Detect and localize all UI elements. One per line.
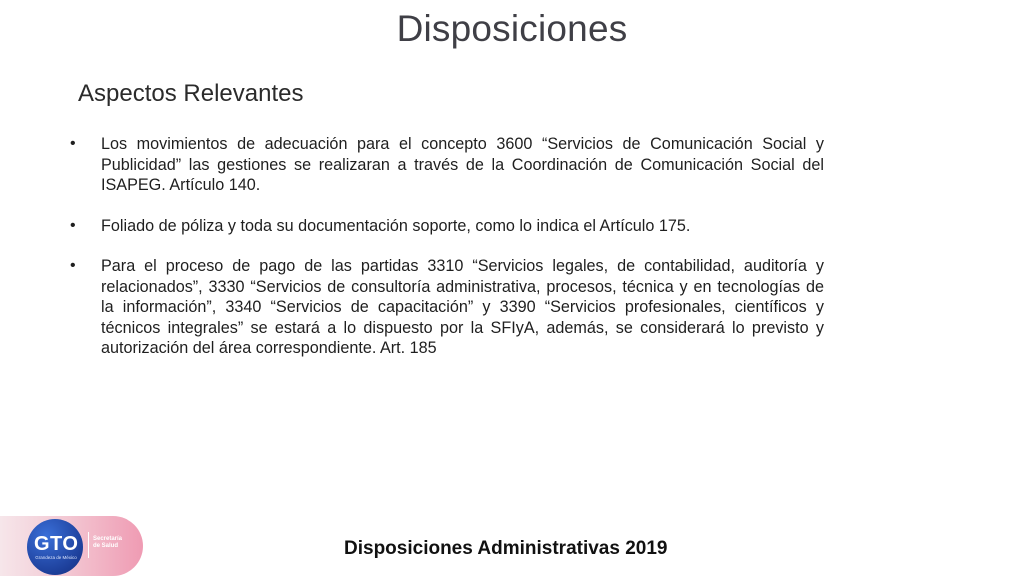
logo-divider [88, 532, 89, 558]
slide-title: Disposiciones [396, 8, 628, 49]
slide-subtitle: Aspectos Relevantes [78, 80, 304, 107]
bullet-list [70, 134, 824, 359]
logo-brand: GTO [34, 533, 79, 555]
logo-department-line1: Secretaría [93, 536, 123, 542]
bullet-text: Para el proceso de pago de las partidas 3310 “Servicios legales, de contabilidad, auditoría y relacionados”, 3330 “Servicios de consultoría administrativa, procesos, técnica y en tecnologías de la información”, 3340 “Servicios de capacitación” y 3390 “Servicios profesionales, científicos y técnicos integrales” se estará a lo dispuesto por la SFIyA, además, se considerará lo previsto y autorización del área correspondiente. Art. 185 [101, 257, 824, 357]
bullet-dot-icon: • [70, 135, 76, 152]
bullet-dot-icon: • [70, 257, 76, 274]
logo-department [93, 536, 122, 549]
logo-tagline: Grandeza de México [35, 555, 77, 560]
bullet-text: Foliado de póliza y toda su documentación soporte, como lo indica el Artículo 175. [101, 216, 691, 235]
footer-title: Disposiciones Administrativas 2019 [344, 538, 668, 559]
bullet-item-adecuacion [70, 134, 824, 196]
bullet-item-pago [70, 256, 824, 359]
bullet-text: Los movimientos de adecuación para el concepto 3600 “Servicios de Comunicación Social y Publicidad” las gestiones se realizaran a través de la Coordinación de Comunicación Social del ISAPEG. Artículo 140. [101, 135, 824, 194]
logo-department-line2: de Salud [93, 542, 119, 549]
bullet-item-foliado [70, 216, 824, 237]
bullet-dot-icon: • [70, 216, 76, 234]
